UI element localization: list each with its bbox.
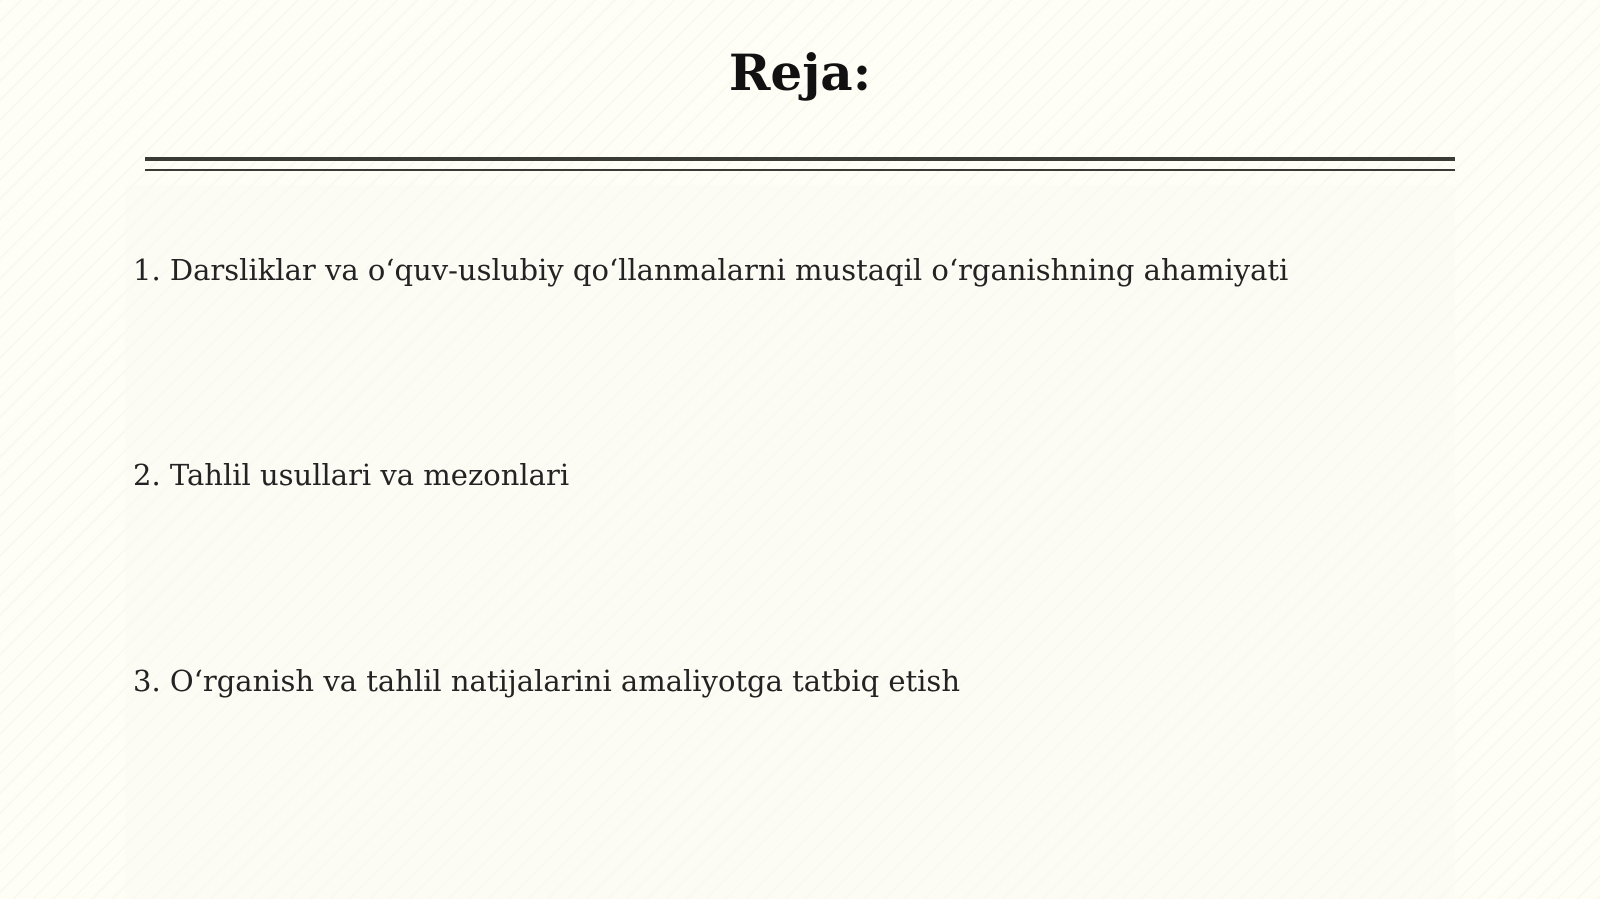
slide-title: Reja: [728,43,872,102]
title-divider-thick [145,157,1455,161]
plan-item-2: 2. Tahlil usullari va mezonlari [133,458,570,492]
content-panel [125,185,1455,899]
title-divider-thin [145,169,1455,171]
plan-item-3: 3. O‘rganish va tahlil natijalarini amaliyotga tatbiq etish [133,664,960,698]
plan-item-1: 1. Darsliklar va o‘quv-uslubiy qo‘llanmalarni mustaqil o‘rganishning ahamiyati [133,253,1289,287]
